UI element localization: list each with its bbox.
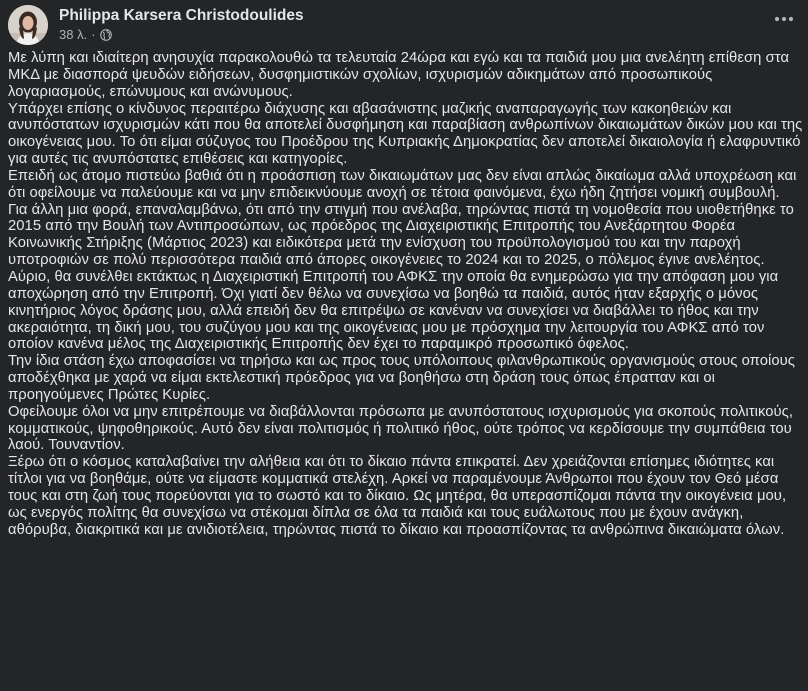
meta-separator: ·: [91, 27, 96, 42]
avatar-image: [8, 5, 48, 45]
post-body: [8, 50, 804, 538]
post-timestamp[interactable]: 38 λ.: [59, 27, 88, 42]
post-paragraph: Υπάρχει επίσης ο κίνδυνος περαιτέρω διάχυσης και αβασάνιστης μαζικής αναπαραγωγής των κακοηθειών και ανυπόστατων ισχυρισμών κάτι που θα αποτελεί δυσφήμηση και παραβίαση ανθρωπίνων δικαιωμάτων δικών μου και της οικογένειας μου. Το ότι είμαι σύζυγος του Προέδρου της Κυπριακής Δημοκρατίας δεν αποτελεί δικαιολογία ή ελαφρυντικό για αυτές τις ανυπόστατες επιθέσεις και κατηγορίες.: [8, 100, 803, 168]
author-avatar[interactable]: [8, 5, 48, 45]
post-paragraph: Με λύπη και ιδιαίτερη ανησυχία παρακολουθώ τα τελευταία 24ώρα και εγώ και τα παιδιά μου μια ανελέητη επίθεση στα ΜΚΔ με διασπορά ψευδών ειδήσεων, δυσφημιστικών σχολίων, ισχυρισμών αδικημάτων από προσωπικούς λογαριασμούς, επώνυμους και ανώνυμους.: [8, 50, 790, 100]
more-options-button[interactable]: [770, 7, 798, 31]
globe-icon[interactable]: [100, 29, 112, 41]
more-options-icon: [774, 16, 794, 22]
post-paragraph: Αύριο, θα συνέλθει εκτάκτως η Διαχειριστική Επιτροπή του ΑΦΚΣ την οποία θα ενημερώσω για την απόφαση μου για αποχώρηση από την Επιτροπή. Όχι γιατί δεν θέλω να συνεχίσω να βοηθώ τα παιδιά, αυτός ήταν εξαρχής ο μόνος κινητήριος λόγος δράσης μου, αλλά επειδή δεν θα επιτρέψω σε κανέναν να συνεχίσει να διαβάλλει το ήθος και την ακεραιότητα, τη δική μου, του συζύγου μου και της οικογένειας μου με πρόσχημα την λειτουργία του ΑΦΚΣ από τον οποίον κανένα μέλος της Διαχειριστικής Επιτροπής δεν έχει το παραμικρό προσωπικό όφελος.: [8, 268, 779, 353]
post-header: [8, 5, 800, 45]
author-name[interactable]: Philippa Karsera Christodoulides: [59, 7, 304, 24]
post-paragraph: Οφείλουμε όλοι να μην επιτρέπουμε να διαβάλλονται πρόσωπα με ανυπόστατους ισχυρισμούς για σκοπούς πολιτικούς, κομματικούς, ψηφοθηρικούς. Αυτό δεν είναι πολιτισμός ή πολιτικό ήθος, ούτε τρόπος να κερδίσουμε την συμπάθεια του λαού. Τουναντίον.: [8, 403, 794, 454]
post-paragraph: Την ίδια στάση έχω αποφασίσει να τηρήσω και ως προς τους υπόλοιπους φιλανθρωπικούς οργανισμούς στους οποίους αποδέχθηκα με χαρά να είμαι εκτελεστική πρόεδρος για να βοηθήσω στη δράση τους όπως έπρατταν και οι προηγούμενες Πρώτες Κυρίες.: [8, 353, 795, 403]
post-paragraph: Για άλλη μια φορά, επαναλαμβάνω, ότι από την στιγμή που ανέλαβα, τηρώντας πιστά τη νομοθεσία που υιοθετήθηκε το 2015 από την Βουλή των Αντιπροσώπων, ως πρόεδρος της Διαχειριστικής Επιτροπής του Ανεξάρτητου Φορέα Κοινωνικής Στήριξης (Μάρτιος 2023) και ειδικότερα μετά την ενίσχυση του προϋπολογισμού του και την παροχή υποτροφιών σε πολύ περισσότερα παιδιά από άπορες οικογένειες το 2024 και το 2025, ο πόλεμος έγινε ανελέητος.: [8, 201, 794, 269]
post-paragraph: Ξέρω ότι ο κόσμος καταλαβαίνει την αλήθεια και ότι το δίκαιο πάντα επικρατεί. Δεν χρειάζονται επίσημες ιδιότητες και τίτλοι για να βοηθάμε, ούτε να είμαστε κομματικά στελέχη. Αρκεί να παραμένουμε Άνθρωποι που έχουν τον Θεό μέσα τους και στη ζωή τους πορεύονται για το σωστό και το δίκαιο. Ως μητέρα, θα υπερασπίζομαι πάντα την οικογένεια μου, ως ενεργός πολίτης θα συνεχίσω να στέκομαι δίπλα σε όλα τα παιδιά και τους ευάλωτους που με έχουν ανάγκη, αθόρυβα, διακριτικά και με ανιδιοτέλεια, τηρώντας πιστά το δίκαιο και προασπίζοντας τα ανθρώπινα δικαιώματα όλων.: [8, 454, 787, 538]
post-paragraph: Επειδή ως άτομο πιστεύω βαθιά ότι η προάσπιση των δικαιωμάτων μας δεν είναι απλώς δικαίωμα αλλά υποχρέωση και ότι οφείλουμε να παλεύουμε και να μην επιδεικνύουμε ανοχή σε τέτοια φαινόμενα, έχω ήδη ζητήσει νομική συμβουλή.: [8, 167, 797, 201]
post-meta: [59, 27, 112, 42]
